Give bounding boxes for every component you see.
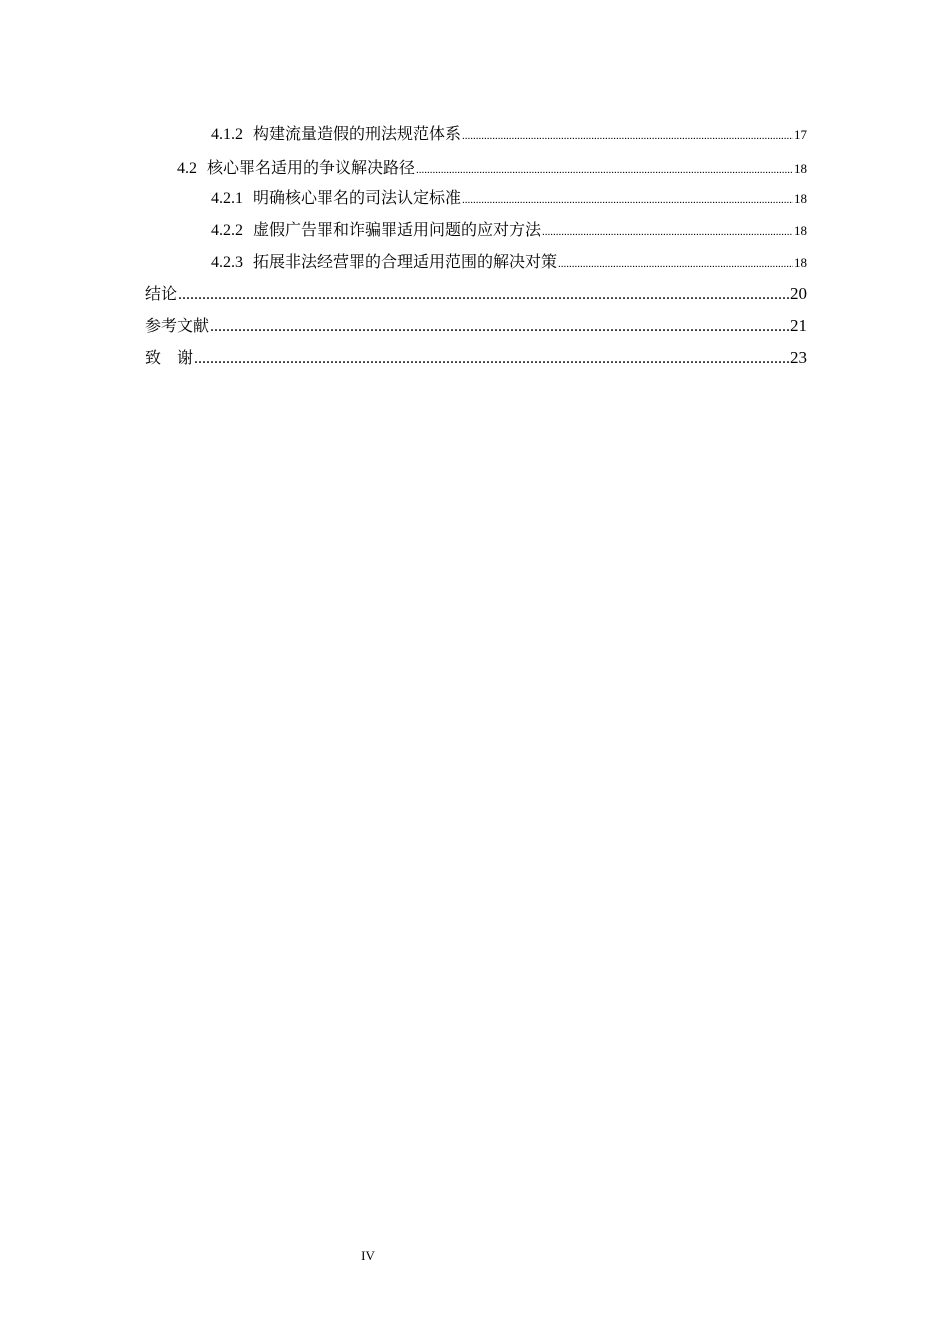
toc-entry-conclusion[interactable] [145, 281, 807, 304]
section-number: 4.2 [177, 160, 197, 177]
dot-leader [194, 350, 789, 368]
page-number: 23 [790, 348, 807, 367]
toc-entry-references[interactable] [145, 313, 807, 336]
toc-entry-acknowledgements[interactable] [145, 345, 807, 368]
section-title: 虚假广告罪和诈骗罪适用问题的应对方法 [253, 220, 542, 239]
section-title: 核心罪名适用的争议解决路径 [207, 158, 416, 177]
toc-entry-label [211, 217, 541, 240]
section-number: 4.1.2 [211, 126, 243, 143]
section-title: 构建流量造假的刑法规范体系 [253, 124, 462, 143]
section-title: 参考文献 [145, 316, 210, 335]
toc-entry-4-2-3[interactable] [211, 249, 807, 272]
dot-leader [542, 226, 793, 238]
dot-leader [462, 130, 793, 142]
dot-leader [558, 258, 793, 270]
page-number: 18 [794, 161, 807, 176]
page-number: 17 [794, 127, 807, 142]
page-number: 18 [794, 191, 807, 206]
section-title: 明确核心罪名的司法认定标准 [253, 188, 462, 207]
toc-entry-4-2[interactable] [177, 155, 807, 178]
toc-entry-label [211, 185, 461, 208]
toc-entry-4-2-2[interactable] [211, 217, 807, 240]
page-number: 21 [790, 316, 807, 335]
toc-entry-4-1-2[interactable] [211, 121, 807, 144]
page-number: 18 [794, 223, 807, 238]
section-title: 拓展非法经营罪的合理适用范围的解决对策 [253, 252, 558, 271]
toc-entry-4-2-1[interactable] [211, 185, 807, 208]
dot-leader [210, 318, 789, 336]
dot-leader [178, 286, 789, 304]
dot-leader [462, 194, 793, 206]
section-number: 4.2.3 [211, 254, 243, 271]
page-number: 20 [790, 284, 807, 303]
toc-entry-label [211, 249, 557, 272]
page-footer-number: IV [361, 1248, 375, 1263]
dot-leader [416, 164, 793, 176]
page-number: 18 [794, 255, 807, 270]
section-number: 4.2.2 [211, 222, 243, 239]
section-title: 致 谢 [145, 348, 194, 367]
section-title: 结论 [145, 284, 178, 303]
toc-entry-label [211, 121, 461, 144]
toc-entry-label [177, 155, 415, 178]
section-number: 4.2.1 [211, 190, 243, 207]
